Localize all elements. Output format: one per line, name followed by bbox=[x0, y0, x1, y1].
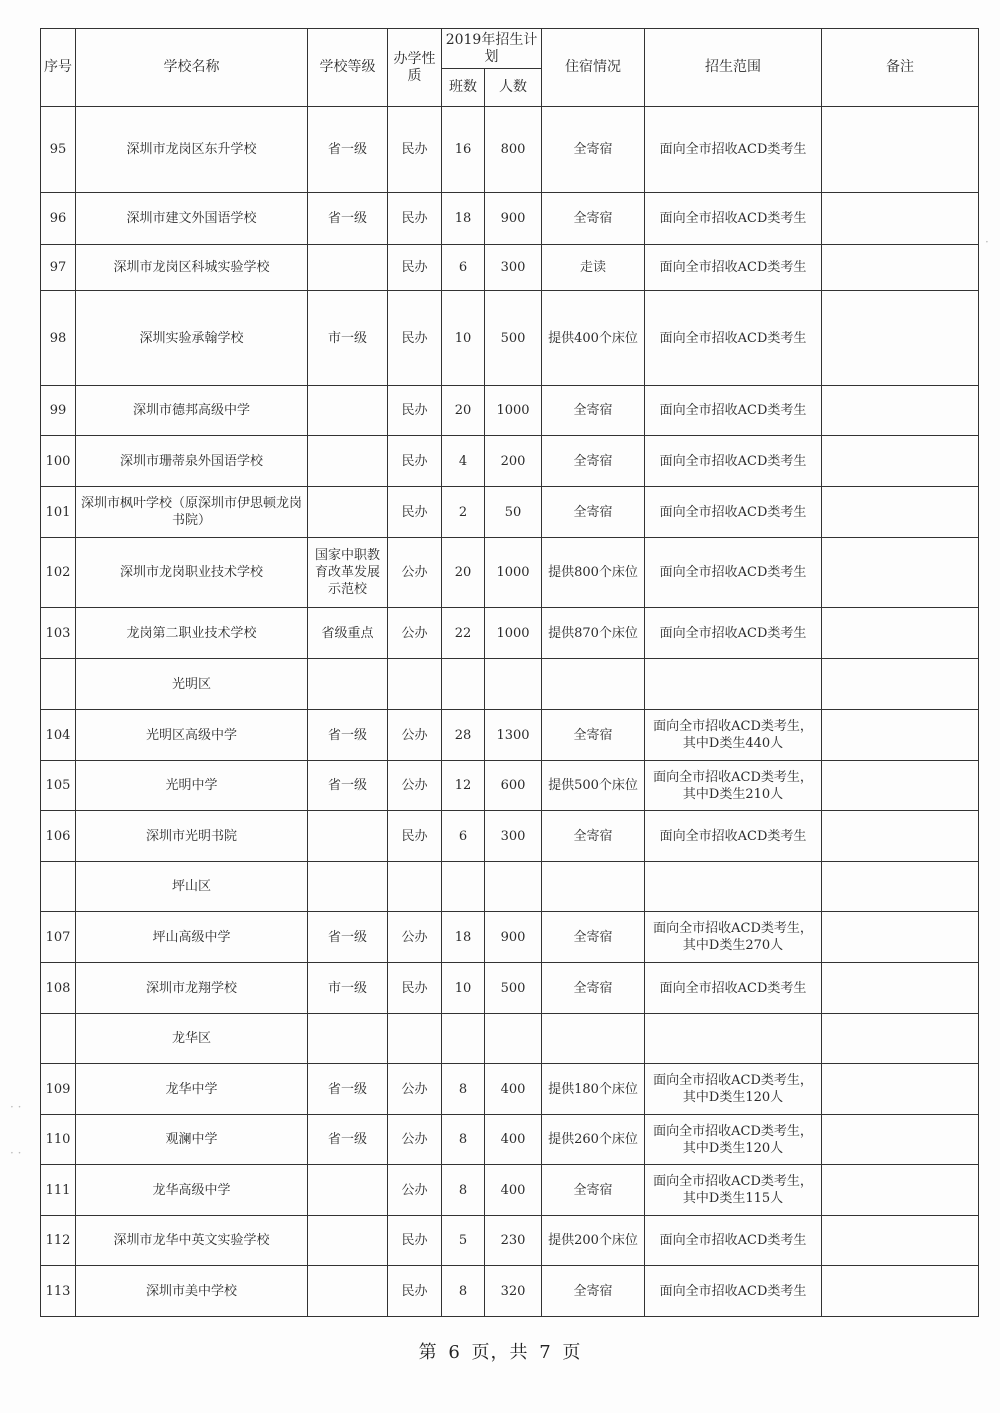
remark-cell bbox=[822, 1115, 979, 1165]
classes-cell: 8 bbox=[442, 1064, 485, 1115]
school-name-cell: 深圳市龙华中英文实验学校 bbox=[76, 1216, 308, 1266]
school-level-cell bbox=[308, 1165, 388, 1216]
classes-cell: 18 bbox=[442, 912, 485, 963]
school-level-cell bbox=[308, 436, 388, 487]
range-cell: 面向全市招收ACD类考生，其中D类生115人 bbox=[645, 1165, 822, 1216]
school-level-cell: 省级重点 bbox=[308, 608, 388, 659]
nature-cell: 民办 bbox=[388, 1266, 442, 1317]
page-footer bbox=[0, 1338, 1000, 1364]
lodging-cell: 提供500个床位 bbox=[542, 761, 645, 811]
people-cell: 300 bbox=[485, 811, 542, 862]
school-name-cell: 光明中学 bbox=[76, 761, 308, 811]
footer-total-pages: 7 bbox=[539, 1342, 552, 1363]
nature-cell: 民办 bbox=[388, 436, 442, 487]
district-title-pingshan: 坪山区 bbox=[76, 862, 308, 912]
school-name-cell: 深圳市光明书院 bbox=[76, 811, 308, 862]
classes-cell: 10 bbox=[442, 963, 485, 1014]
range-cell: 面向全市招收ACD类考生，其中D类生270人 bbox=[645, 912, 822, 963]
lodging-cell: 全寄宿 bbox=[542, 912, 645, 963]
seq-cell: 98 bbox=[41, 291, 76, 386]
range-cell: 面向全市招收ACD类考生 bbox=[645, 538, 822, 608]
seq-cell: 110 bbox=[41, 1115, 76, 1165]
table-row bbox=[41, 811, 979, 862]
seq-cell: 101 bbox=[41, 487, 76, 538]
seq-cell: 95 bbox=[41, 107, 76, 193]
district-row-longhua bbox=[41, 1014, 979, 1064]
seq-cell: 104 bbox=[41, 710, 76, 761]
range-cell: 面向全市招收ACD类考生 bbox=[645, 436, 822, 487]
school-level-cell bbox=[308, 245, 388, 291]
seq-cell: 97 bbox=[41, 245, 76, 291]
remark-cell bbox=[822, 912, 979, 963]
school-name-cell: 深圳市建文外国语学校 bbox=[76, 193, 308, 245]
table-row bbox=[41, 1165, 979, 1216]
school-name-cell: 深圳市龙岗区科城实验学校 bbox=[76, 245, 308, 291]
school-level-cell: 省一级 bbox=[308, 912, 388, 963]
header-school-level: 学校等级 bbox=[308, 29, 388, 107]
range-cell: 面向全市招收ACD类考生 bbox=[645, 963, 822, 1014]
classes-cell: 6 bbox=[442, 245, 485, 291]
remark-cell bbox=[822, 1064, 979, 1115]
lodging-cell: 全寄宿 bbox=[542, 710, 645, 761]
school-level-cell bbox=[308, 386, 388, 436]
remark-cell bbox=[822, 107, 979, 193]
people-cell: 320 bbox=[485, 1266, 542, 1317]
school-name-cell: 深圳市德邦高级中学 bbox=[76, 386, 308, 436]
lodging-cell: 提供260个床位 bbox=[542, 1115, 645, 1165]
seq-cell: 108 bbox=[41, 963, 76, 1014]
table-row bbox=[41, 761, 979, 811]
seq-cell: 106 bbox=[41, 811, 76, 862]
table-row bbox=[41, 245, 979, 291]
lodging-cell: 走读 bbox=[542, 245, 645, 291]
district-row-guangming bbox=[41, 659, 979, 710]
people-cell: 1000 bbox=[485, 386, 542, 436]
table-row bbox=[41, 1266, 979, 1317]
table-row bbox=[41, 1216, 979, 1266]
remark-cell bbox=[822, 1216, 979, 1266]
table-row bbox=[41, 436, 979, 487]
nature-cell: 公办 bbox=[388, 538, 442, 608]
school-name-cell: 深圳实验承翰学校 bbox=[76, 291, 308, 386]
lodging-cell: 全寄宿 bbox=[542, 107, 645, 193]
nature-cell: 公办 bbox=[388, 1115, 442, 1165]
remark-cell bbox=[822, 386, 979, 436]
range-cell: 面向全市招收ACD类考生，其中D类生120人 bbox=[645, 1064, 822, 1115]
header-lodging: 住宿情况 bbox=[542, 29, 645, 107]
seq-cell: 113 bbox=[41, 1266, 76, 1317]
people-cell: 600 bbox=[485, 761, 542, 811]
people-cell: 500 bbox=[485, 963, 542, 1014]
school-level-cell bbox=[308, 487, 388, 538]
classes-cell: 8 bbox=[442, 1165, 485, 1216]
people-cell: 500 bbox=[485, 291, 542, 386]
school-name-cell: 光明区高级中学 bbox=[76, 710, 308, 761]
people-cell: 1000 bbox=[485, 608, 542, 659]
table-row bbox=[41, 291, 979, 386]
school-name-cell: 坪山高级中学 bbox=[76, 912, 308, 963]
district-title-longhua: 龙华区 bbox=[76, 1014, 308, 1064]
header-school-name: 学校名称 bbox=[76, 29, 308, 107]
scan-speck: · · bbox=[10, 1100, 22, 1114]
remark-cell bbox=[822, 608, 979, 659]
school-name-cell: 深圳市枫叶学校（原深圳市伊思顿龙岗书院） bbox=[76, 487, 308, 538]
footer-mid: 页，共 bbox=[471, 1342, 529, 1363]
classes-cell: 2 bbox=[442, 487, 485, 538]
range-cell: 面向全市招收ACD类考生，其中D类生440人 bbox=[645, 710, 822, 761]
school-name-cell: 深圳市龙岗区东升学校 bbox=[76, 107, 308, 193]
range-cell: 面向全市招收ACD类考生 bbox=[645, 1266, 822, 1317]
remark-cell bbox=[822, 538, 979, 608]
seq-cell: 112 bbox=[41, 1216, 76, 1266]
nature-cell: 民办 bbox=[388, 811, 442, 862]
lodging-cell: 全寄宿 bbox=[542, 1165, 645, 1216]
nature-cell: 公办 bbox=[388, 761, 442, 811]
remark-cell bbox=[822, 436, 979, 487]
classes-cell: 28 bbox=[442, 710, 485, 761]
classes-cell: 22 bbox=[442, 608, 485, 659]
nature-cell: 民办 bbox=[388, 245, 442, 291]
district-row-pingshan bbox=[41, 862, 979, 912]
people-cell: 1300 bbox=[485, 710, 542, 761]
table-row bbox=[41, 1115, 979, 1165]
nature-cell: 公办 bbox=[388, 912, 442, 963]
school-name-cell: 深圳市美中学校 bbox=[76, 1266, 308, 1317]
people-cell: 900 bbox=[485, 912, 542, 963]
range-cell: 面向全市招收ACD类考生，其中D类生210人 bbox=[645, 761, 822, 811]
lodging-cell: 提供400个床位 bbox=[542, 291, 645, 386]
nature-cell: 公办 bbox=[388, 1165, 442, 1216]
seq-cell: 99 bbox=[41, 386, 76, 436]
remark-cell bbox=[822, 193, 979, 245]
seq-cell: 111 bbox=[41, 1165, 76, 1216]
school-name-cell: 观澜中学 bbox=[76, 1115, 308, 1165]
table-row bbox=[41, 963, 979, 1014]
nature-cell: 民办 bbox=[388, 291, 442, 386]
nature-cell: 民办 bbox=[388, 386, 442, 436]
header-seq: 序号 bbox=[41, 29, 76, 107]
remark-cell bbox=[822, 487, 979, 538]
nature-cell: 民办 bbox=[388, 1216, 442, 1266]
school-level-cell bbox=[308, 1266, 388, 1317]
lodging-cell: 全寄宿 bbox=[542, 811, 645, 862]
table-row bbox=[41, 386, 979, 436]
range-cell: 面向全市招收ACD类考生，其中D类生120人 bbox=[645, 1115, 822, 1165]
range-cell: 面向全市招收ACD类考生 bbox=[645, 811, 822, 862]
classes-cell: 20 bbox=[442, 386, 485, 436]
seq-cell: 102 bbox=[41, 538, 76, 608]
school-level-cell: 国家中职教育改革发展示范校 bbox=[308, 538, 388, 608]
school-level-cell: 省一级 bbox=[308, 107, 388, 193]
school-level-cell: 省一级 bbox=[308, 1115, 388, 1165]
seq-cell: 105 bbox=[41, 761, 76, 811]
header-people: 人数 bbox=[485, 69, 542, 107]
classes-cell: 16 bbox=[442, 107, 485, 193]
range-cell: 面向全市招收ACD类考生 bbox=[645, 107, 822, 193]
school-name-cell: 龙岗第二职业技术学校 bbox=[76, 608, 308, 659]
people-cell: 230 bbox=[485, 1216, 542, 1266]
people-cell: 50 bbox=[485, 487, 542, 538]
people-cell: 200 bbox=[485, 436, 542, 487]
header-remark: 备注 bbox=[822, 29, 979, 107]
people-cell: 400 bbox=[485, 1064, 542, 1115]
nature-cell: 民办 bbox=[388, 487, 442, 538]
nature-cell: 公办 bbox=[388, 1064, 442, 1115]
footer-suffix: 页 bbox=[562, 1342, 582, 1363]
classes-cell: 20 bbox=[442, 538, 485, 608]
school-name-cell: 龙华中学 bbox=[76, 1064, 308, 1115]
range-cell: 面向全市招收ACD类考生 bbox=[645, 193, 822, 245]
range-cell: 面向全市招收ACD类考生 bbox=[645, 386, 822, 436]
table-row bbox=[41, 193, 979, 245]
school-name-cell: 深圳市龙翔学校 bbox=[76, 963, 308, 1014]
school-level-cell bbox=[308, 811, 388, 862]
remark-cell bbox=[822, 761, 979, 811]
header-plan: 2019年招生计划 bbox=[442, 29, 542, 69]
classes-cell: 8 bbox=[442, 1266, 485, 1317]
classes-cell: 10 bbox=[442, 291, 485, 386]
nature-cell: 民办 bbox=[388, 107, 442, 193]
table-row bbox=[41, 107, 979, 193]
lodging-cell: 全寄宿 bbox=[542, 963, 645, 1014]
seq-cell: 100 bbox=[41, 436, 76, 487]
remark-cell bbox=[822, 1266, 979, 1317]
table-row bbox=[41, 608, 979, 659]
range-cell: 面向全市招收ACD类考生 bbox=[645, 487, 822, 538]
classes-cell: 6 bbox=[442, 811, 485, 862]
remark-cell bbox=[822, 811, 979, 862]
lodging-cell: 全寄宿 bbox=[542, 386, 645, 436]
nature-cell: 公办 bbox=[388, 710, 442, 761]
remark-cell bbox=[822, 1165, 979, 1216]
table-row bbox=[41, 1064, 979, 1115]
nature-cell: 公办 bbox=[388, 608, 442, 659]
range-cell: 面向全市招收ACD类考生 bbox=[645, 1216, 822, 1266]
table-row bbox=[41, 912, 979, 963]
seq-cell: 96 bbox=[41, 193, 76, 245]
footer-prefix: 第 bbox=[418, 1342, 438, 1363]
header-nature: 办学性质 bbox=[388, 29, 442, 107]
classes-cell: 8 bbox=[442, 1115, 485, 1165]
people-cell: 900 bbox=[485, 193, 542, 245]
school-level-cell: 省一级 bbox=[308, 761, 388, 811]
district-title-guangming: 光明区 bbox=[76, 659, 308, 710]
lodging-cell: 提供870个床位 bbox=[542, 608, 645, 659]
people-cell: 1000 bbox=[485, 538, 542, 608]
people-cell: 800 bbox=[485, 107, 542, 193]
school-level-cell: 市一级 bbox=[308, 963, 388, 1014]
classes-cell: 12 bbox=[442, 761, 485, 811]
lodging-cell: 全寄宿 bbox=[542, 436, 645, 487]
lodging-cell: 全寄宿 bbox=[542, 1266, 645, 1317]
table-row bbox=[41, 538, 979, 608]
school-level-cell: 省一级 bbox=[308, 710, 388, 761]
table-row bbox=[41, 487, 979, 538]
remark-cell bbox=[822, 291, 979, 386]
school-name-cell: 深圳市珊蒂泉外国语学校 bbox=[76, 436, 308, 487]
range-cell: 面向全市招收ACD类考生 bbox=[645, 608, 822, 659]
enrollment-table bbox=[40, 28, 979, 1317]
seq-cell: 103 bbox=[41, 608, 76, 659]
lodging-cell: 全寄宿 bbox=[542, 487, 645, 538]
classes-cell: 5 bbox=[442, 1216, 485, 1266]
table-body bbox=[41, 107, 979, 1317]
nature-cell: 民办 bbox=[388, 963, 442, 1014]
header-range: 招生范围 bbox=[645, 29, 822, 107]
table-row bbox=[41, 710, 979, 761]
lodging-cell: 提供800个床位 bbox=[542, 538, 645, 608]
range-cell: 面向全市招收ACD类考生 bbox=[645, 291, 822, 386]
school-level-cell bbox=[308, 1216, 388, 1266]
seq-cell: 109 bbox=[41, 1064, 76, 1115]
school-level-cell: 省一级 bbox=[308, 1064, 388, 1115]
nature-cell: 民办 bbox=[388, 193, 442, 245]
seq-cell: 107 bbox=[41, 912, 76, 963]
header-row-top bbox=[41, 29, 979, 69]
scan-speck: · · bbox=[10, 1146, 22, 1160]
school-name-cell: 深圳市龙岗职业技术学校 bbox=[76, 538, 308, 608]
school-name-cell: 龙华高级中学 bbox=[76, 1165, 308, 1216]
classes-cell: 4 bbox=[442, 436, 485, 487]
people-cell: 400 bbox=[485, 1165, 542, 1216]
scan-speck: · bbox=[985, 235, 989, 249]
remark-cell bbox=[822, 710, 979, 761]
classes-cell: 18 bbox=[442, 193, 485, 245]
school-level-cell: 省一级 bbox=[308, 193, 388, 245]
remark-cell bbox=[822, 245, 979, 291]
lodging-cell: 提供180个床位 bbox=[542, 1064, 645, 1115]
school-level-cell: 市一级 bbox=[308, 291, 388, 386]
people-cell: 300 bbox=[485, 245, 542, 291]
people-cell: 400 bbox=[485, 1115, 542, 1165]
lodging-cell: 提供200个床位 bbox=[542, 1216, 645, 1266]
lodging-cell: 全寄宿 bbox=[542, 193, 645, 245]
footer-page-number: 6 bbox=[448, 1342, 461, 1363]
header-classes: 班数 bbox=[442, 69, 485, 107]
remark-cell bbox=[822, 963, 979, 1014]
range-cell: 面向全市招收ACD类考生 bbox=[645, 245, 822, 291]
